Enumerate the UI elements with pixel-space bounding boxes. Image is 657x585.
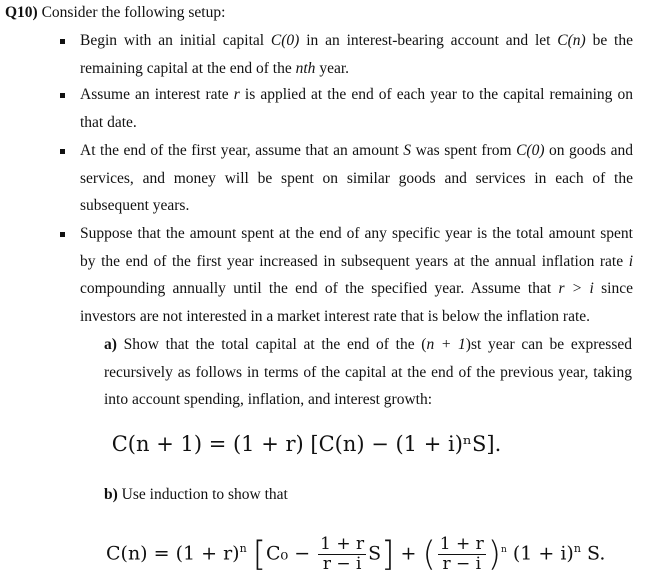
question-heading xyxy=(5,3,225,23)
part-b-label: b) xyxy=(104,486,118,503)
fraction: $\frac{1 + r}{r - i}$ xyxy=(320,534,365,574)
bullet-text: At the end of the first year, assume that an amount S was spent from C(0) on goods and services, and money will be spent on similar goods and services in each of the subsequent years. xyxy=(80,142,633,215)
bullet-marker xyxy=(60,39,65,44)
bullet-text: Begin with an initial capital C(0) in an interest-bearing account and let C(n) be the remaining capital at the end of the nth year. xyxy=(80,32,633,77)
recursive-equation: C(n + 1) = (1 + r) [C(n) − (1 + i)ⁿS]. xyxy=(111,432,502,456)
bullet-text: Suppose that the amount spent at the end of any specific year is the total amount spent by the end of the first year increased in subsequent years at the annual inflation rate i compounding annually until the end of the specified year. Assume that r > i since investors are not interested in a market interest rate that is below the inflation rate. xyxy=(80,225,633,326)
question-intro: Consider the following setup: xyxy=(41,4,226,21)
question-number: Q10) xyxy=(5,4,38,21)
bullet-marker xyxy=(60,149,65,154)
bullet-marker xyxy=(60,93,65,98)
fraction: $\frac{1 + r}{r - i}$ xyxy=(439,534,484,574)
part-b-text: b) Use induction to show that xyxy=(104,486,288,503)
bullet-text: Assume an interest rate r is applied at the end of each year to the capital remaining on that date. xyxy=(80,86,633,131)
closed-form-equation: $C(n) = (1 + r)^n$ [C₀ − $\frac{1 + r}{r - i}$ S] + ( $\frac{1 + r}{r - i}$ )$^n$ $(1 + i)^n$ S. xyxy=(106,534,606,575)
part-a-label: a) xyxy=(104,336,117,353)
part-a-text: a) Show that the total capital at the end of the (n + 1)st year can be expressed recursively as follows in terms of the capital at the end of the previous year, taking into account spending, inflation, and interest growth: xyxy=(104,336,632,409)
bullet-marker xyxy=(60,232,65,237)
